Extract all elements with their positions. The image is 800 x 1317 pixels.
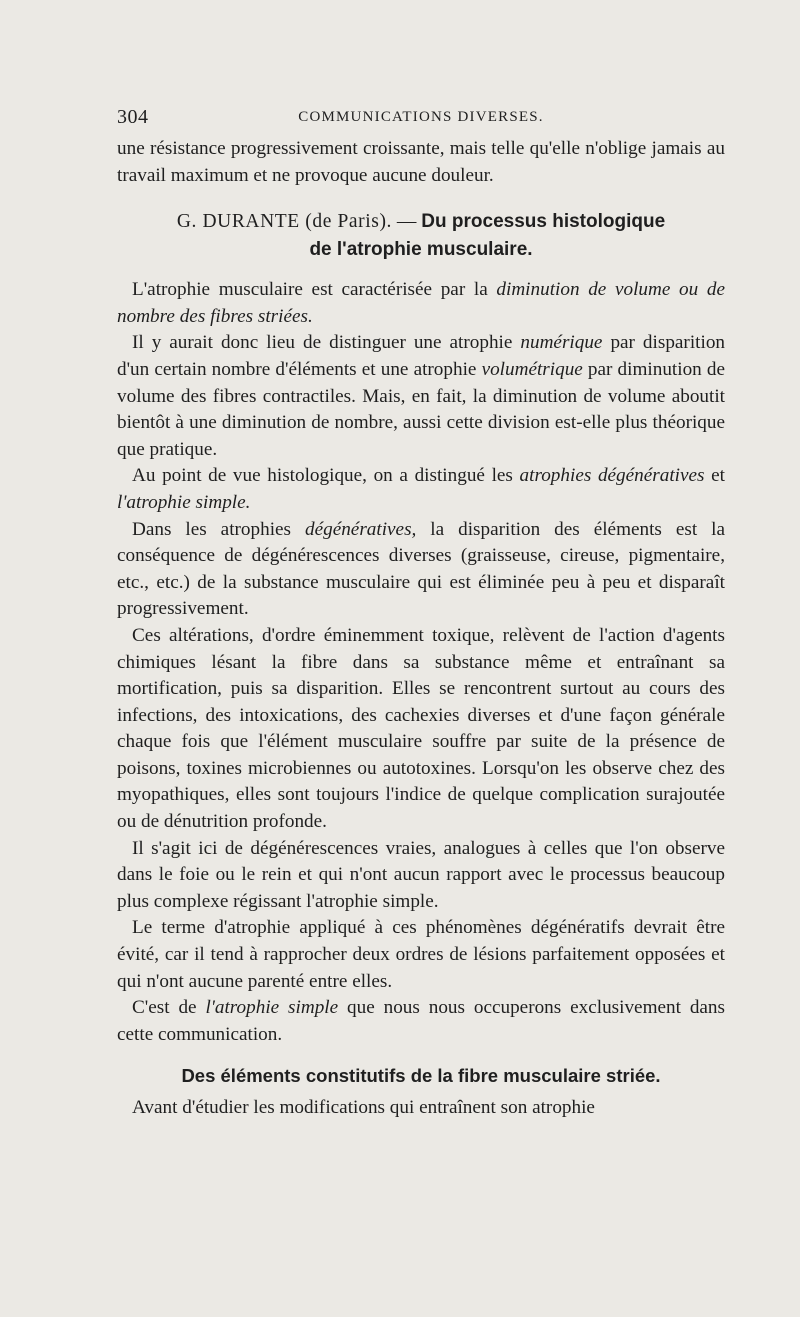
paragraph-text: la disparition des éléments est la conséquence de dégénérescences diverses (graisseuse, cireuse, pigmentaire, etc., etc.) de la substance musculaire qui est éliminée peu à peu et disparaît progressivement. — [117, 518, 725, 620]
section-heading: Des éléments constitutifs de la fibre musculaire striée. — [181, 1065, 661, 1087]
paragraph-text: Dans les atrophies — [132, 518, 305, 540]
paragraph-text: L'atrophie musculaire est caractérisée par la — [132, 279, 497, 301]
paragraph-scope — [117, 995, 725, 1048]
emphasis-text: atrophies dégénératives — [519, 465, 705, 487]
paragraph-terminology — [117, 915, 725, 995]
paragraph-true-degeneration — [117, 836, 725, 916]
paragraph-alterations — [117, 623, 725, 836]
emphasis-text: l'atrophie simple. — [117, 491, 251, 513]
paragraph-text: par disparition d'un certain nombre d'éléments et une atrophie — [117, 332, 726, 380]
paragraph-degenerative — [117, 517, 725, 623]
article-author: G. DURANTE (de Paris). — [176, 211, 393, 233]
emphasis-text: diminution de volume ou de nombre des fibres striées. — [117, 279, 726, 327]
paragraph-text: et — [704, 465, 726, 487]
emphasis-text: dégénératives, — [304, 518, 417, 540]
article-heading — [117, 208, 725, 264]
paragraph-text: Le terme d'atrophie appliqué à ces phénomènes dégénératifs devrait être évité, car il tend à rapprocher deux ordres de lésions parfaitement opposées et qui n'ont aucune parenté entre elles. — [117, 917, 725, 992]
heading-dash: — — [392, 211, 422, 233]
paragraph-text: Il s'agit ici de dégénérescences vraies, analogues à celles que l'on observe dans le foie ou le rein et qui n'ont aucun rapport avec le processus beaucoup plus complexe régissant l'atrophie simple. — [117, 837, 725, 912]
emphasis-text: volumétrique — [481, 358, 583, 380]
paragraph-text: Il y aurait donc lieu de distinguer une atrophie — [132, 332, 521, 354]
paragraph-text: Avant d'étudier les modifications qui entraînent son atrophie — [132, 1097, 595, 1119]
paragraph-text: une résistance progressivement croissante, mais telle qu'elle n'oblige jamais au travail maximum et ne provoque aucune douleur. — [117, 138, 725, 186]
paragraph-text: que nous nous occuperons exclusivement dans cette communication. — [117, 997, 725, 1045]
paragraph-definition — [117, 277, 725, 330]
paragraph-text: Ces altérations, d'ordre éminemment toxique, relèvent de l'action d'agents chimiques lésant la fibre dans sa substance même et entraînant sa mortification, puis sa disparition. Elles se rencontrent surtout au cours des infections, des intoxications, des cachexies diverses et d'une façon générale chaque fois que l'élément musculaire souffre par suite de la présence de poisons, toxines microbiennes ou autotoxines. Lorsqu'on les observe chez des myopathiques, elles sont toujours l'indice de quelque complication surajoutée ou de dénutrition profonde. — [117, 624, 725, 833]
paragraph-histology — [117, 463, 725, 516]
paragraph-distinction — [117, 330, 725, 463]
paragraph-text: Au point de vue histologique, on a distingué les — [132, 465, 520, 487]
emphasis-text: numérique — [520, 332, 603, 354]
paragraph-text: par diminution de volume des fibres contractiles. Mais, en fait, la diminution de volume aboutit bientôt à une diminution de nombre, aussi cette division est-elle plus théorique que pratique. — [117, 358, 726, 460]
page-number: 304 — [117, 106, 149, 128]
running-head — [117, 106, 725, 130]
article-title-line-1: Du processus histologique — [421, 211, 666, 233]
paragraph-text: C'est de — [132, 997, 206, 1019]
paragraph-continuation — [117, 136, 725, 189]
body-text — [117, 136, 725, 1122]
paragraph-section-start — [117, 1095, 725, 1122]
emphasis-text: l'atrophie simple — [205, 997, 339, 1019]
running-title: COMMUNICATIONS DIVERSES. — [298, 109, 544, 125]
article-title-line-2: de l'atrophie musculaire. — [309, 239, 533, 261]
